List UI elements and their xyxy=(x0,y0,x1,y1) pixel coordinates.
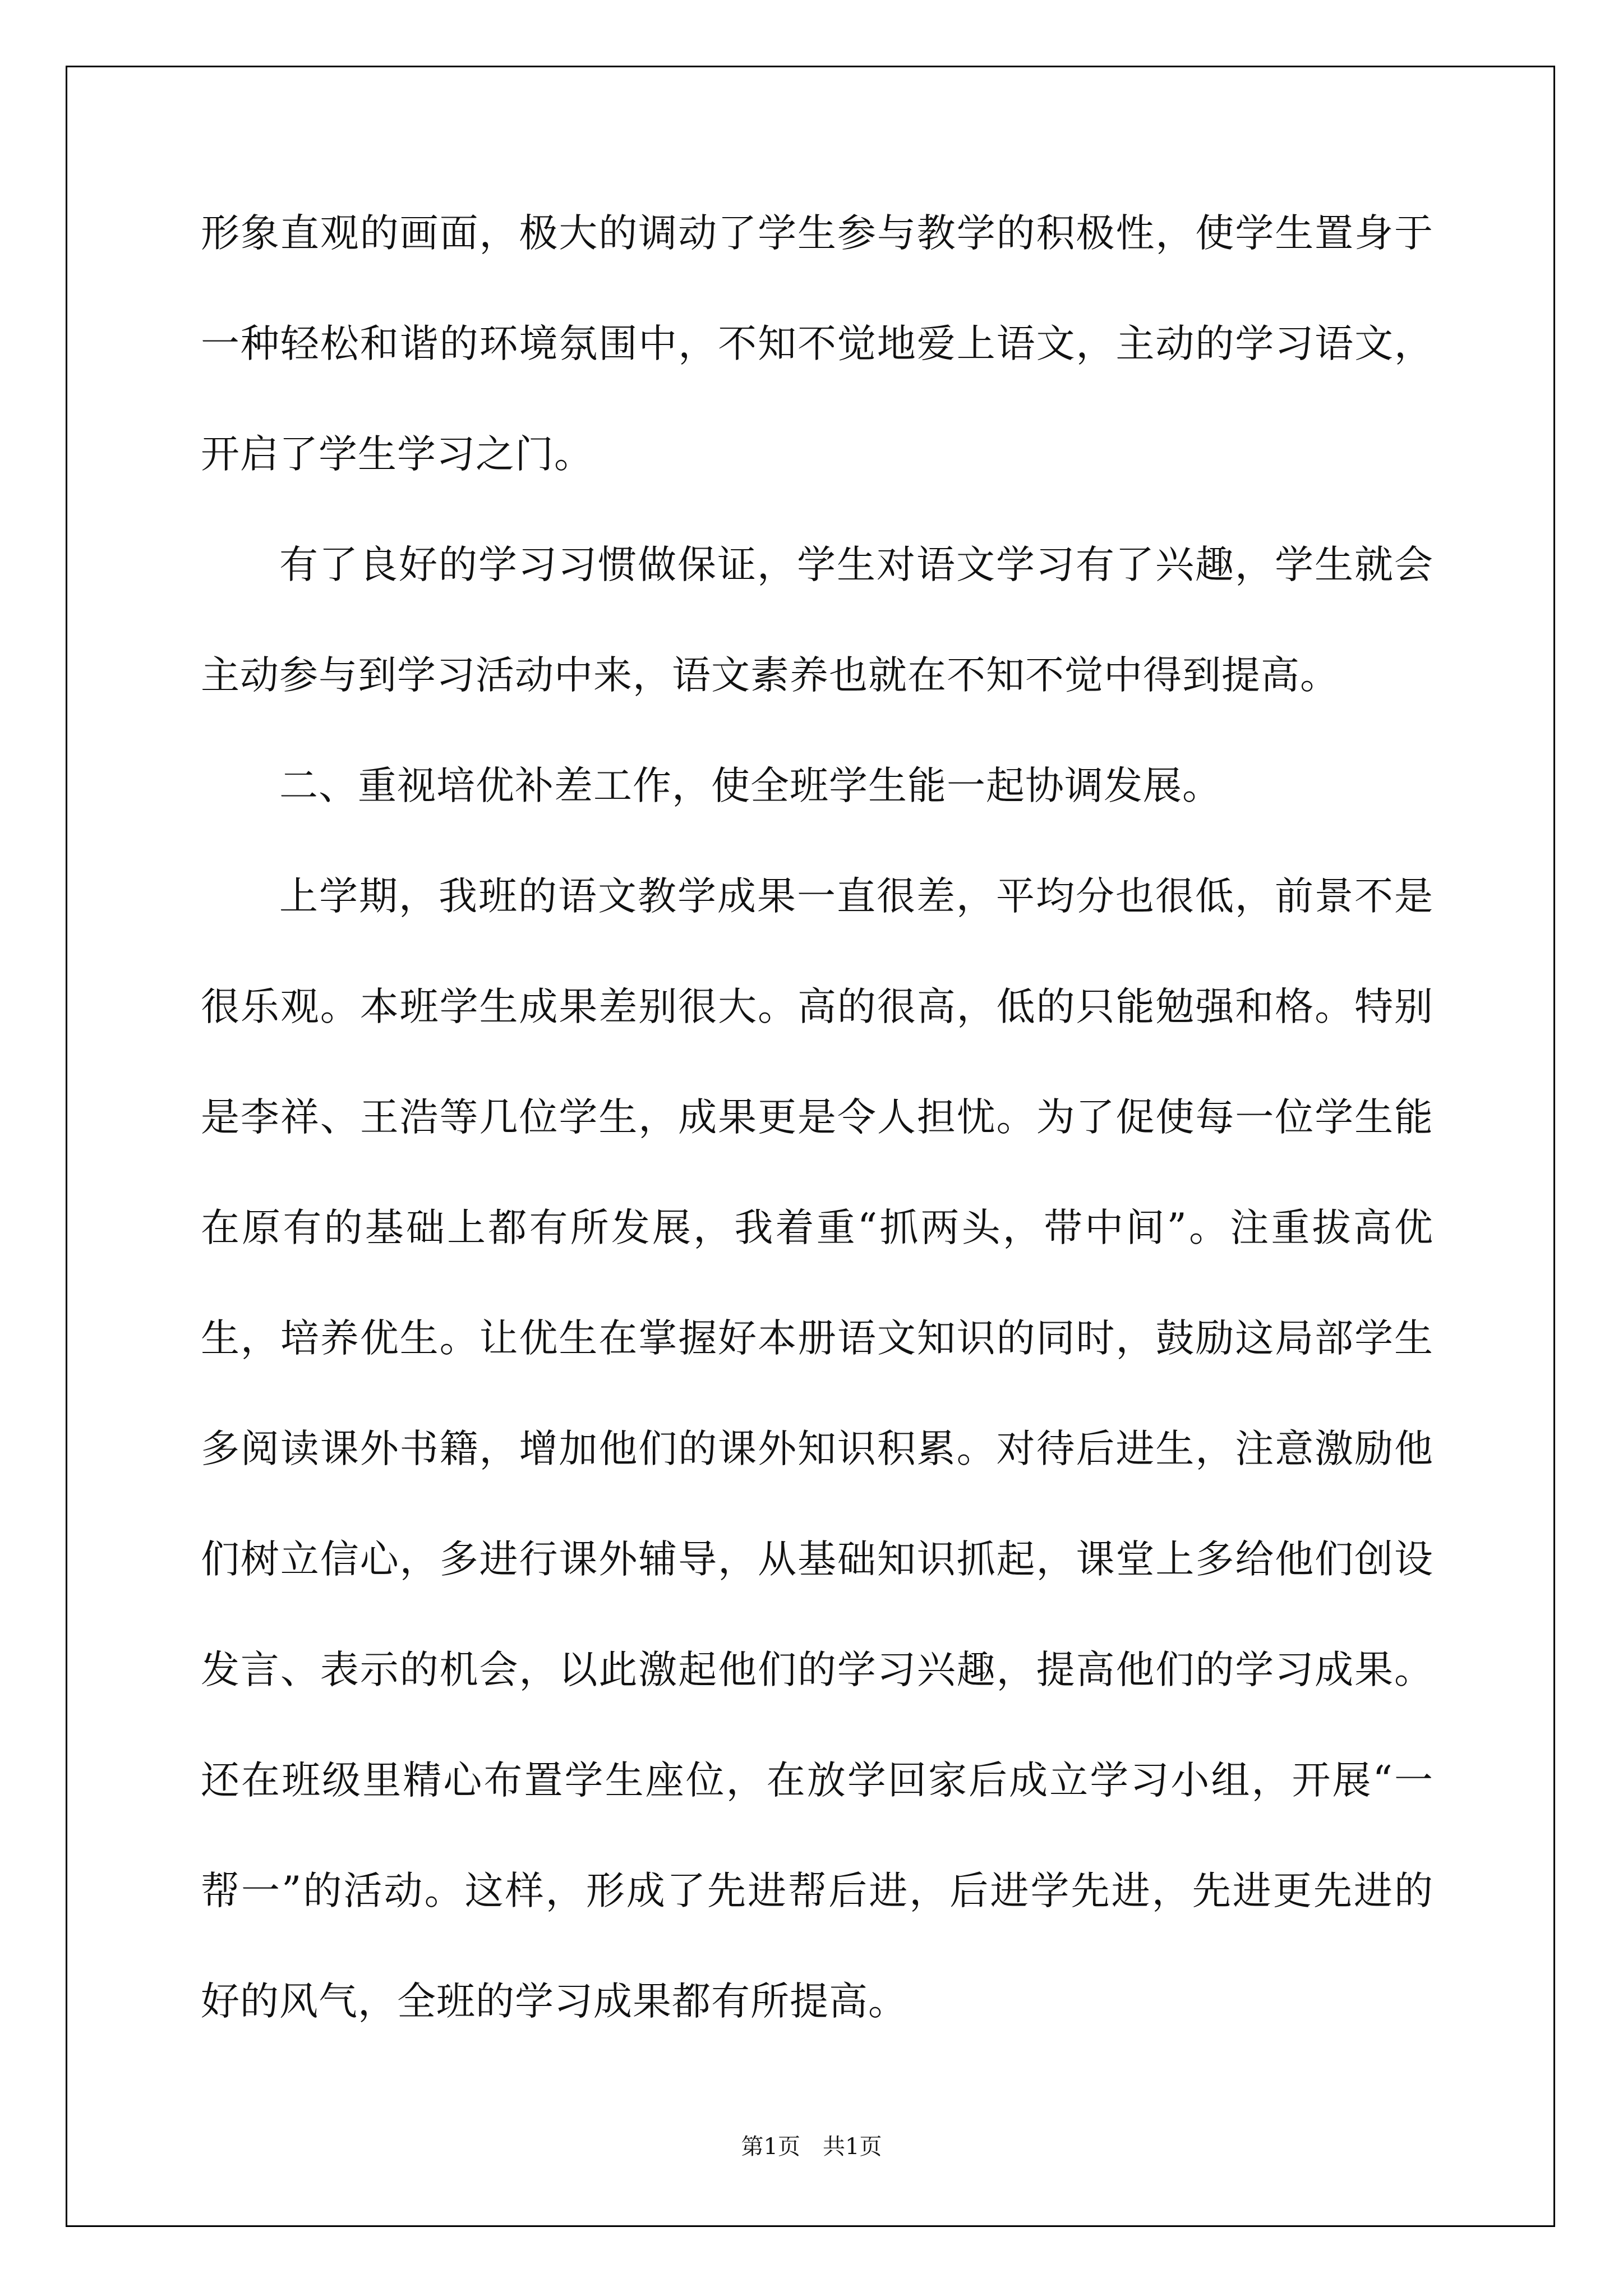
paragraph-4: 上学期，我班的语文教学成果一直很差，平均分也很低，前景不是很乐观。本班学生成果差别很大。高的很高，低的只能勉强和格。特别是李祥、王浩等几位学生，成果更是令人担忧。为了促使每一位学生能在原有的基础上都有所发展，我着重“抓两头，带中间”。注重拔高优生，培养优生。让优生在掌握好本册语文知识的同时，鼓励这局部学生多阅读课外书籍，增加他们的课外知识积累。对待后进生，注意激励他们树立信心，多进行课外辅导，从基础知识抓起，课堂上多给他们创设发言、表示的机会，以此激起他们的学习兴趣，提高他们的学习成果。还在班级里精心布置学生座位，在放学回家后成立学习小组，开展“一帮一”的活动。这样，形成了先进帮后进，后进学先进，先进更先进的好的风气，全班的学习成果都有所提高。 xyxy=(201,874,1433,2024)
page-number-current: 第1页 xyxy=(741,2134,800,2160)
document-body xyxy=(201,178,1433,2057)
paragraph-3-heading: 二、重视培优补差工作，使全班学生能一起协调发展。 xyxy=(279,763,1221,808)
paragraph-1: 形象直观的画面，极大的调动了学生参与教学的积极性，使学生置身于一种轻松和谐的环境氛围中，不知不觉地爱上语文，主动的学习语文，开启了学生学习之门。 xyxy=(201,211,1433,477)
page-number-total: 共1页 xyxy=(823,2134,882,2160)
paragraph-2: 有了良好的学习习惯做保证，学生对语文学习有了兴趣，学生就会主动参与到学习活动中来，语文素养也就在不知不觉中得到提高。 xyxy=(201,542,1433,698)
page-footer xyxy=(0,2129,1623,2161)
